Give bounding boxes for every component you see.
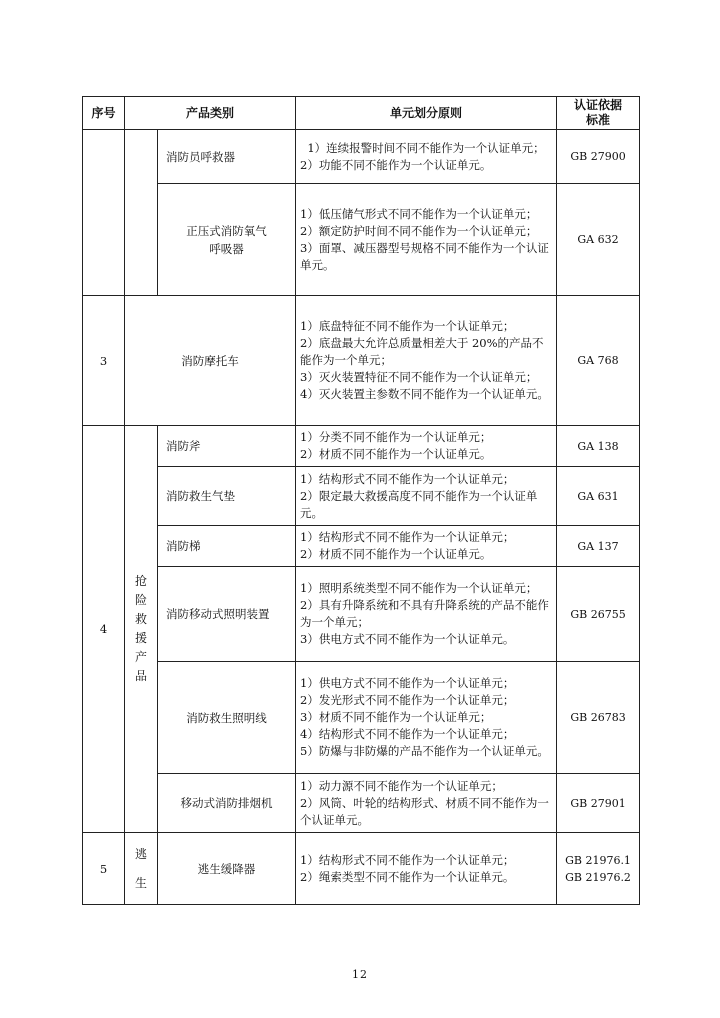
standard-code (557, 833, 640, 905)
rule-list (296, 526, 557, 567)
rule-item: 1）分类不同不能作为一个认证单元； (300, 430, 492, 444)
product-name: 消防梯 (158, 526, 296, 567)
table-row (83, 426, 640, 467)
product-name: 消防救生气垫 (158, 467, 296, 526)
header-standard-line1: 认证依据 (574, 98, 623, 112)
rule-item: 1）结构形式不同不能作为一个认证单元； (300, 471, 515, 486)
row-no: 3 (83, 296, 125, 426)
product-name-line: 正压式消防氧气 (186, 223, 267, 238)
group-char: 抢 (134, 574, 147, 588)
table-row (83, 833, 640, 905)
row-no-cell (83, 130, 125, 296)
rule-list (296, 467, 557, 526)
standard-code: GA 632 (557, 184, 640, 296)
standard-code-line: GB 21976.1 (565, 853, 631, 867)
table-row (83, 296, 640, 426)
rule-item: 4）结构形式不同不能作为一个认证单元； (300, 727, 515, 741)
rule-item: 1）动力源不同不能作为一个认证单元； (300, 778, 503, 793)
standard-code: GB 26755 (557, 567, 640, 662)
rule-item: 1）供电方式不同不能作为一个认证单元； (300, 676, 515, 690)
rule-item: 2）材质不同不能作为一个认证单元。 (300, 447, 492, 461)
product-name: 移动式消防排烟机 (158, 774, 296, 833)
rule-item: 1）结构形式不同不能作为一个认证单元； (300, 530, 515, 544)
product-name: 消防斧 (158, 426, 296, 467)
product-name-line: 呼吸器 (209, 241, 244, 256)
standard-code: GA 768 (557, 296, 640, 426)
rule-item: 5）防爆与非防爆的产品不能作为一个认证单元。 (300, 744, 549, 758)
table-row (83, 526, 640, 567)
table-row (83, 774, 640, 833)
standard-code: GB 27900 (557, 130, 640, 184)
header-rule: 单元划分原则 (296, 97, 557, 130)
rule-item: 2）风筒、叶轮的结构形式、材质不同不能作为一个认证单元。 (300, 795, 549, 827)
rule-item: 1）底盘特征不同不能作为一个认证单元； (300, 319, 515, 333)
rule-item: 2）具有升降系统和不具有升降系统的产品不能作为一个单元； (300, 598, 549, 629)
group-char: 救 (134, 612, 147, 626)
group-char: 产 (134, 650, 147, 664)
rule-list (296, 296, 557, 426)
group-char: 险 (134, 593, 147, 607)
header-standard-line2: 标准 (586, 113, 611, 127)
rule-item: 1）照明系统类型不同不能作为一个认证单元； (300, 581, 538, 595)
standard-code-line: GB 21976.2 (565, 870, 631, 884)
table-row (83, 467, 640, 526)
standard-code: GB 26783 (557, 662, 640, 774)
rule-item: 2）发光形式不同不能作为一个认证单元； (300, 693, 515, 707)
standard-code: GA 138 (557, 426, 640, 467)
row-group-cell (125, 130, 158, 296)
rule-list (296, 567, 557, 662)
group-label (125, 833, 158, 905)
product-name: 消防救生照明线 (158, 662, 296, 774)
table-row (83, 662, 640, 774)
rule-item: 2）功能不同不能作为一个认证单元。 (300, 157, 492, 172)
product-name (158, 184, 296, 296)
rule-item: 3）材质不同不能作为一个认证单元； (300, 710, 492, 724)
table-row (83, 184, 640, 296)
row-no: 5 (83, 833, 125, 905)
rule-item: 3）供电方式不同不能作为一个认证单元。 (300, 632, 515, 646)
product-name: 消防移动式照明装置 (158, 567, 296, 662)
product-name: 消防员呼救器 (158, 130, 296, 184)
header-no: 序号 (83, 97, 125, 130)
group-label (125, 426, 158, 833)
rule-list (296, 662, 557, 774)
group-char: 品 (134, 669, 147, 683)
standard-code: GA 631 (557, 467, 640, 526)
group-char: 援 (134, 631, 147, 645)
rule-list (296, 184, 557, 296)
page-number: 12 (352, 968, 368, 981)
standard-code: GA 137 (557, 526, 640, 567)
rule-list (296, 130, 557, 184)
rule-item: 1）结构形式不同不能作为一个认证单元； (300, 852, 515, 867)
rule-item: 3）灭火装置特征不同不能作为一个认证单元； (300, 370, 538, 384)
rule-item: 1）连续报警时间不同不能作为一个认证单元； (307, 140, 545, 155)
rule-item: 4）灭火装置主参数不同不能作为一个认证单元。 (300, 387, 549, 401)
product-name: 逃生缓降器 (158, 833, 296, 905)
standard-code: GB 27901 (557, 774, 640, 833)
table-row (83, 567, 640, 662)
rule-item: 2）额定防护时间不同不能作为一个认证单元； (300, 223, 538, 238)
rule-list (296, 426, 557, 467)
product-name: 消防摩托车 (125, 296, 296, 426)
row-no: 4 (83, 426, 125, 833)
rule-item: 2）限定最大救援高度不同不能作为一个认证单元。 (300, 488, 538, 520)
rule-item: 2）材质不同不能作为一个认证单元。 (300, 547, 492, 561)
rule-item: 2）底盘最大允许总质量相差大于 20%的产品不能作为一个单元； (300, 336, 544, 367)
certification-unit-table (82, 96, 640, 905)
header-standard (557, 97, 640, 130)
table-header-row (83, 97, 640, 130)
table-row (83, 130, 640, 184)
group-char: 生 (134, 875, 147, 890)
rule-list (296, 774, 557, 833)
group-char: 逃 (134, 846, 147, 861)
rule-item: 3）面罩、减压器型号规格不同不能作为一个认证单元。 (300, 240, 549, 272)
rule-list (296, 833, 557, 905)
rule-item: 1）低压储气形式不同不能作为一个认证单元； (300, 206, 538, 221)
header-category: 产品类别 (125, 97, 296, 130)
rule-item: 2）绳索类型不同不能作为一个认证单元。 (300, 869, 515, 884)
